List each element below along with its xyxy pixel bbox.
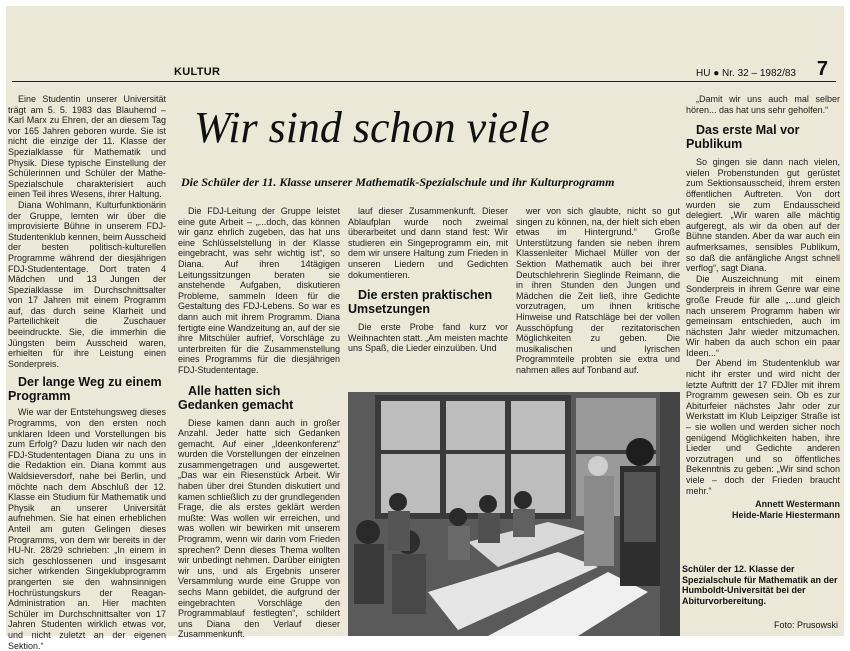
article-column-3 bbox=[348, 206, 508, 386]
paragraph: Die erste Probe fand kurz vor Weihnachten statt. „Am meisten machte uns Spaß, die Lieder einzuüben. Und bbox=[348, 322, 508, 354]
paragraph: Diese kamen dann auch in großer Anzahl. Jeder hatte sich Gedanken gemacht. Auf einer „Ideenkonferenz“ wurden die Vorstellungen der einzelnen zusammengetragen und ausgewertet. „Das war ein Riesenstück Arbeit. Wir haben über drei Stunden diskutiert und kamen schließlich zu der grundlegenden Frage, die als erstes geklärt werden mußte: Was wollen wir erreichen, und was wollen wir bewirken mit unserem Programm, wenn wir darin vom Frieden sprechen? Denn dieses Thema wollten wir unbedingt nehmen. Darüber einigten wir uns, und als Ergebnis unserer Versammlung wurde eine Gruppe von sechs Mann gebildet, die aufgrund der eingebrachten Vorschläge den Programmablauf festlegten“, schildert uns Diana den Verlauf dieser Zusammenkunft. bbox=[178, 417, 340, 640]
subheading: Das erste Mal vor Publikum bbox=[686, 123, 800, 152]
header-rule bbox=[12, 81, 836, 82]
paragraph: „Damit wir uns auch mal selber hören... das hat uns sehr geholfen.“ bbox=[686, 94, 840, 115]
subheading: Alle hatten sich Gedanken gemacht bbox=[178, 383, 294, 412]
page-number: 7 bbox=[816, 58, 828, 80]
caption-text: Schüler der 12. Klasse der Spezialschule für Mathematik an der Humboldt-Universität bei der Abiturvorbereitung. bbox=[682, 564, 838, 606]
article-column-2 bbox=[178, 206, 340, 640]
classroom-illustration bbox=[348, 392, 680, 636]
paragraph: lauf dieser Zusammenkunft. Dieser Ablaufplan wurde noch zweimal überarbeitet und dann stand fest: Wir studieren ein Singeprogramm ein, mit dem wir unsere Haltung zum Frieden in unseren Liedern und Gedichten dokumentieren. bbox=[348, 206, 508, 280]
paragraph: Der Abend im Studentenklub war nicht ihr erster und wird nicht der letzte Auftritt der 17 FDJler mit ihrem Programm gewesen sein. Ob es zur Abiturfeier nächstes Jahr oder zur Werkstatt im Klub Leipziger Straße ist – sie wollen und werden sicher noch genügend Möglichkeiten haben, ihre Lieder und Gedichte anderen vorzutragen und so öffentliches Bekenntnis zu geben: „Wir sind schon viele – doch der Frieden braucht mehr.“ bbox=[686, 358, 840, 496]
byline: Heide-Marie Hiestermann bbox=[731, 509, 840, 520]
article-column-5 bbox=[686, 94, 840, 560]
subheading: Der lange Weg zu einem Programm bbox=[8, 375, 162, 404]
byline: Annett Westermann bbox=[755, 499, 840, 510]
headline: Wir sind schon viele bbox=[194, 103, 550, 152]
classroom-photo bbox=[348, 392, 680, 636]
article-column-1 bbox=[8, 94, 166, 651]
photo-caption bbox=[682, 564, 840, 630]
issue-info: HU ● Nr. 32 – 1982/83 bbox=[696, 68, 796, 79]
paragraph: Eine Studentin unserer Universität trägt am 5. 5. 1983 das Blauhemd – Karl Marx zu Ehren, der an diesem Tag vor 165 Jahren geboren wurde. Sie ist nicht die einzige der 11. Klasse der Spezialklasse für Mathematik und Physik. Diese typische Einstellung der Schülerinnen und Schüler der Mathe-Spezialschule charakterisiert auch einen Teil ihres Wesens, ihrer Haltung. bbox=[8, 94, 166, 200]
paragraph: Die Auszeichnung mit einem Sonderpreis in ihrem Genre war eine große Freude für alle „...und gleich nach unserem Programm haben wir gemeinsam entschieden, auch im nächsten Jahr wieder mitzumachen. Wir haben da auch schon ein paar Ideen...“ bbox=[686, 273, 840, 358]
subheading: Die ersten praktischen Umsetzungen bbox=[348, 288, 493, 317]
paragraph: wer von sich glaubte, nicht so gut singen zu können, na, der hielt sich eben etwas im Hintergrund.“ Große Unterstützung fanden sie neben ihrem Klassenleiter Michael Müller von der Sektion Mathematik auch bei ihrer Deutschlehrerin Sieglinde Reimann, die in ihren Stunden den Jungen und Mädchen die Zeit ließ, ihre Gedichte vorzutragen, um ihnen kritische Hinweise und Ratschläge bei der vollen Ausschöpfung der rezitatorischen Möglichkeiten zu geben. Die musikalischen und lyrischen Programmteile probten sie extra und nahmen alles auf Tonband auf. bbox=[516, 206, 680, 375]
paragraph: Wie war der Entstehungsweg dieses Programms, von den ersten noch unklaren Ideen und Vorstellungen bis zum Erfolg? Dazu luden wir nach den FDJ-Studententagen Diana zu uns in die Redaktion ein. Diana kommt aus Waldsieversdorf, nahe bei Berlin, und möchte nach dem Abschluß der 12. Klasse ein Studium für Mathematik und Physik an unserer Universität aufnehmen. Sie hat einen erheblichen Anteil am guten Gelingen dieses Programms, von dem wir bereits in der HU-Nr. 28/29 schrieben: „In einem in sich geschlossenen und insgesamt sicher wirkenden Singeklubprogramm prangerten sie den wahnsinnigen Hochrüstungskurs der Reagan-Administration an. Hier machten Schüler im Durchschnittsalter von 17 Jahren Studenten wirklich etwas vor, und nicht zuletzt an der eigenen Sektion.“ bbox=[8, 407, 166, 651]
newspaper-page bbox=[6, 6, 844, 651]
section-label: KULTUR bbox=[174, 66, 221, 78]
paragraph: So gingen sie dann nach vielen, vielen Probenstunden gut gerüstet zum Sektionsausscheid, ihrem ersten öffentlichen Auftreten. Von dort wurden sie zum Endausscheid delegiert. „Wir waren alle mächtig aufgeregt, als wir da oben auf der Bühne standen. Aber da war auch ein aufmerksames, sensibles Publikum, so daß die anfängliche Angst schnell verflog“, sagt Diana. bbox=[686, 157, 840, 274]
article-column-4 bbox=[516, 206, 680, 386]
paragraph: Diana Wohlmann, Kulturfunktionärin der Gruppe, lernten wir über die improvisierte Bühne in unserem FDJ-Studentenklub kennen, beim Ausscheid der besten politisch-kulturellen Programme während der diesjährigen FDJ-Studententage. Dort traten 4 Mädchen und 13 Jungen der Spezialklasse im Durchschnittsalter von 17 Jahren mit einem Programm auf, das durch seine Klarheit und Parteilichkeit die Zuschauer beeindruckte. Sie, die immerhin die Jüngsten beim Ausscheid waren, erhielten für ihre Leistung einen Sonderpreis. bbox=[8, 199, 166, 369]
deck: Die Schüler der 11. Klasse unserer Mathematik-Spezialschule und ihr Kulturprogramm bbox=[181, 175, 615, 189]
photo-credit: Foto: Prusowski bbox=[773, 619, 838, 630]
paragraph: Die FDJ-Leitung der Gruppe leistet eine gute Arbeit – „...doch, das können wir ganz ehrlich zugeben, das hat uns eine Schlüsselstellung in der Klasse eingebracht, was sehr wichtig ist“, so Diana. Auf ihren 14tägigen Leitungssitzungen beraten sie anstehende Aufgaben, diskutieren Probleme, sammeln Ideen für die Gestaltung des FDJ-Lebens. So war es dann auch mit ihrem Programm. Diana fertigte eine Wandzeitung an, auf der sie ihre Mitschüler aufrief, Vorschläge zu unterbreiten für die Zusammenstellung eines Programms für die diesjährigen FDJ-Studententage. bbox=[178, 206, 340, 375]
